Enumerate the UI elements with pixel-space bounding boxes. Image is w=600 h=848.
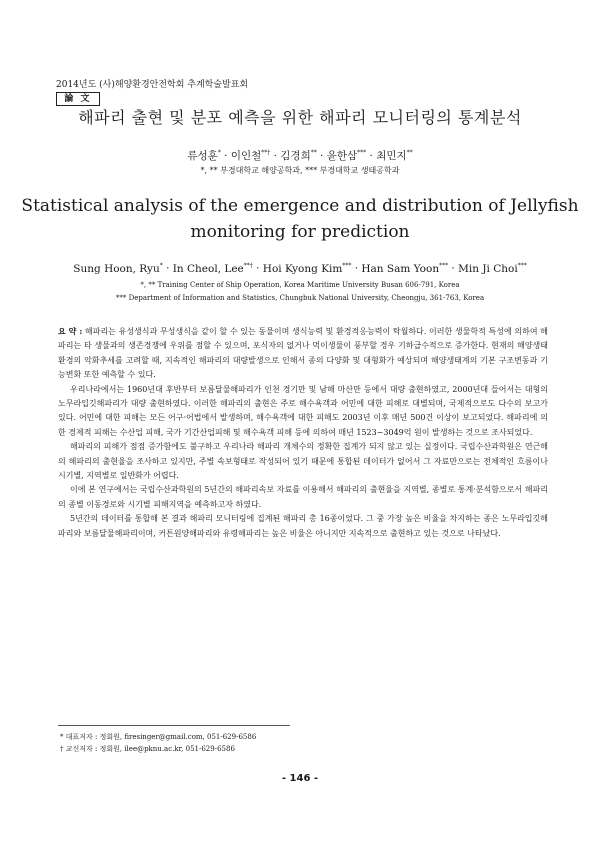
body-paragraph-1: 우리나라에서는 1960년대 후반부터 보름달물해파리가 인천 경기만 및 남해 마산만 등에서 대량 출현하였고, 2000년대 들어서는 대형의 노무라입깃해파리가 대량 출현하였다. 이러한 해파리의 출현은 주로 해수욕객과 어민에 대한 피해로 대별되며, 국제적으로도 다수의 보고가 있다. 어민에 대한 피해는 모든 어구·어법에서 발생하며, 해수욕객에 대한 피해도 2003년 이후 매년 500건 이상이 보고되었다. 해파리에 의한 경제적 피해는 수산업 피해, 국가 기간산업피해 및 해수욕객 피해 등에 의하여 매년 1523~3049억 원이 발생하는 것으로 조사되었다. [58, 384, 548, 437]
author-en-4: Han Sam Yoon*** [361, 262, 449, 275]
author-ko-5: 최민지** [376, 149, 413, 162]
title-english [0, 193, 600, 245]
abstract-text: 해파리는 유성생식과 무성생식을 같이 할 수 있는 동물이며 생식능력 및 환경적응능력이 탁월하다. 이러한 생물학적 특성에 의하여 해파리는 타 생물과의 생존경쟁에 우위를 점할 수 있으며, 포식자의 없거나 먹이생물이 풍부할 경우 기하급수적으로 증가한다. 현재의 해양생태환경의 악화추세를 고려할 때, 지속적인 해파리의 대량발생으로 인해서 종의 다양화 및 대형화가 예상되며 해양생태계의 기본 구조변동과 기능변화 또한 예측할 수 있다. [58, 327, 548, 380]
title-english-line-2: monitoring for prediction [190, 222, 410, 242]
body-paragraph-3: 이에 본 연구에서는 국립수산과학원의 5년간의 해파리속보 자료를 이용해서 해파리의 출현율을 지역별, 종별로 통계·분석함으로서 해파리의 종별 이동경로와 시기별 피해지역을 예측하고자 하였다. [58, 485, 548, 509]
title-english-line-1: Statistical analysis of the emergence and distribution of Jellyfish [21, 196, 579, 216]
abstract-label: 요 약 : [58, 326, 83, 336]
authors-english: Sung Hoon, Ryu* · In Cheol, Lee**† · Hoi Kyong Kim*** · Han Sam Yoon*** · Min Ji Choi*** [73, 262, 527, 275]
affiliation-korean: *, ** 부경대학교 해양공학과, *** 부경대학교 생태공학과 [200, 166, 400, 175]
footnotes [60, 731, 256, 755]
author-ko-3: 김경희** [280, 149, 317, 162]
paper-type-badge: 論 文 [56, 92, 100, 106]
abstract-paragraph [58, 324, 548, 383]
author-en-1: Sung Hoon, Ryu* [73, 262, 163, 275]
author-ko-2: 이인철**† [230, 149, 271, 162]
body-paragraph-2: 해파리의 피해가 점점 증가함에도 불구하고 우리나라 해파리 개체수의 정확한 집계가 되지 않고 있는 실정이다. 국립수산과학원은 연근해의 해파리의 출현율을 조사하고 있지만, 주별 속보형태로 작성되어 있기 때문에 통합된 데이터가 없어서 그 자료만으로는 전체적인 흐름이나 시기별, 지역별로 일반화가 어렵다. [58, 442, 548, 481]
abstract-body [58, 324, 548, 541]
conference-header: 2014년도 (사)해양환경안전학회 추계학술발표회 [56, 80, 249, 90]
author-ko-4: 윤한삼*** [326, 149, 367, 162]
footnote-corresponding: * 대표저자 : 정회원, firesinger@gmail.com, 051-629-6586 [60, 733, 257, 741]
affiliation-english-1: *, ** Training Center of Ship Operation, Korea Maritime University Busan 606-791, Korea [140, 281, 460, 289]
affiliation-english-2: *** Department of Information and Statistics, Chungbuk National University, Cheongju, 361-763, Korea [115, 294, 485, 302]
author-en-2: In Cheol, Lee**† [172, 262, 253, 275]
page-number: - 146 - [281, 773, 319, 784]
author-en-3: Hoi Kyong Kim*** [262, 262, 352, 275]
footnote-lead: † 교신저자 : 정회원, ilee@pknu.ac.kr, 051-629-6586 [60, 745, 235, 753]
affiliation-english [0, 279, 600, 305]
body-paragraph-4: 5년간의 데이터를 통합해 본 결과 해파리 모니터링에 집계된 해파리 총 16종이었다. 그 중 가장 높은 비율을 차지하는 종은 노무라입깃해파리와 보름달물해파리이며, 커튼원양해파리와 유령해파리는 높은 비율은 아니지만 지속적으로 출현하고 있는 것으로 나타났다. [58, 514, 548, 538]
author-ko-1: 류성훈* [187, 149, 221, 162]
footnote-divider [58, 725, 290, 726]
author-en-5: Min Ji Choi*** [458, 262, 527, 275]
authors-korean: 류성훈* · 이인철**† · 김경희** · 윤한삼*** · 최민지** [187, 149, 413, 162]
title-korean: 해파리 출현 및 분포 예측을 위한 해파리 모니터링의 통계분석 [78, 108, 522, 127]
